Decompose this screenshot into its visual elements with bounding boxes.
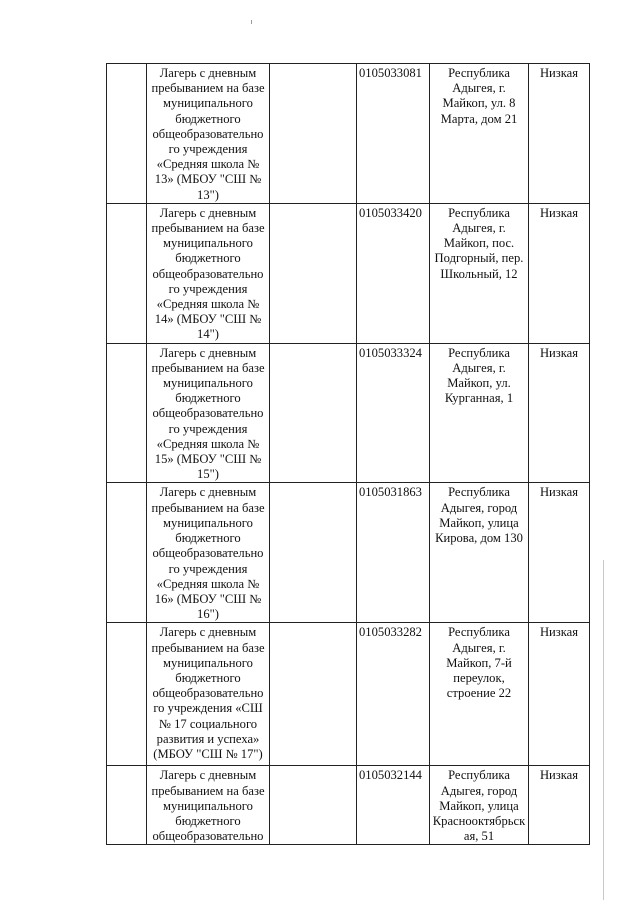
empty-cell: [270, 343, 357, 483]
registry-code-cell: 0105033081: [357, 64, 430, 204]
empty-cell: [270, 766, 357, 845]
row-number-cell: [107, 343, 147, 483]
address-cell: [430, 64, 529, 204]
camp-name-text: Лагерь с дневным пребыванием на базе муниципального бюджетного общеобразовательно го учреждения «Средняя школа № 13» (МБОУ "СШ № 13"): [151, 66, 265, 202]
page-mark: [251, 20, 252, 24]
camp-name-cell: [147, 623, 270, 766]
empty-cell: [270, 623, 357, 766]
camp-name-cell: [147, 343, 270, 483]
table-row: [107, 623, 590, 766]
address-cell: [430, 623, 529, 766]
registry-code-cell: 0105033282: [357, 623, 430, 766]
empty-cell: [270, 203, 357, 343]
camp-name-text: Лагерь с дневным пребыванием на базе муниципального бюджетного общеобразовательно го учреждения «Средняя школа № 15» (МБОУ "СШ № 15"): [151, 345, 265, 482]
camp-name-cell: [147, 483, 270, 623]
table-row: [107, 483, 590, 623]
table-row: [107, 343, 590, 483]
row-number-cell: [107, 64, 147, 204]
address-text: Республика Адыгея, г. Майкоп, пос. Подгорный, пер. Школьный, 12: [434, 205, 524, 281]
table-row: [107, 203, 590, 343]
scan-edge-line: [603, 560, 604, 900]
address-cell: [430, 343, 529, 483]
registry-code-cell: 0105033324: [357, 343, 430, 483]
address-text: Республика Адыгея, г. Майкоп, ул. 8 Марта, дом 21: [440, 66, 518, 126]
row-number-cell: [107, 203, 147, 343]
address-text: Республика Адыгея, город Майкоп, улица Кирова, дом 130: [435, 485, 523, 546]
risk-category-cell: Низкая: [529, 64, 590, 204]
address-text: Республика Адыгея, г. Майкоп, 7-й переулок, строение 22: [446, 625, 512, 701]
camp-name-text: Лагерь с дневным пребыванием на базе муниципального бюджетного общеобразовательно го учреждения «Средняя школа № 14» (МБОУ "СШ № 14"): [151, 205, 265, 342]
camp-name-text: Лагерь с дневным пребыванием на базе муниципального бюджетного общеобразовательно го учреждения «СШ № 17 социального развития и успеха» (МБОУ "СШ № 17"): [151, 625, 265, 761]
risk-category-cell: Низкая: [529, 623, 590, 766]
camp-name-cell: [147, 203, 270, 343]
address-cell: [430, 483, 529, 623]
empty-cell: [270, 483, 357, 623]
address-cell: [430, 766, 529, 845]
camp-name-text: Лагерь с дневным пребыванием на базе муниципального бюджетного общеобразовательно: [151, 768, 265, 844]
registry-code-cell: 0105031863: [357, 483, 430, 623]
table-row: [107, 64, 590, 204]
camp-name-text: Лагерь с дневным пребыванием на базе муниципального бюджетного общеобразовательно го учреждения «Средняя школа № 16» (МБОУ "СШ № 16"): [151, 485, 265, 622]
camp-name-cell: [147, 766, 270, 845]
risk-category-cell: Низкая: [529, 766, 590, 845]
row-number-cell: [107, 483, 147, 623]
risk-category-cell: Низкая: [529, 483, 590, 623]
empty-cell: [270, 64, 357, 204]
risk-category-cell: Низкая: [529, 203, 590, 343]
table-row: [107, 766, 590, 845]
row-number-cell: [107, 623, 147, 766]
risk-category-cell: Низкая: [529, 343, 590, 483]
camp-name-cell: [147, 64, 270, 204]
address-cell: [430, 203, 529, 343]
address-text: Республика Адыгея, город Майкоп, улица Краснооктябрьск ая, 51: [432, 768, 526, 844]
registry-code-cell: 0105032144: [357, 766, 430, 845]
address-text: Республика Адыгея, г. Майкоп, ул. Курганная, 1: [444, 345, 514, 406]
camps-table: [106, 63, 590, 845]
row-number-cell: [107, 766, 147, 845]
registry-code-cell: 0105033420: [357, 203, 430, 343]
